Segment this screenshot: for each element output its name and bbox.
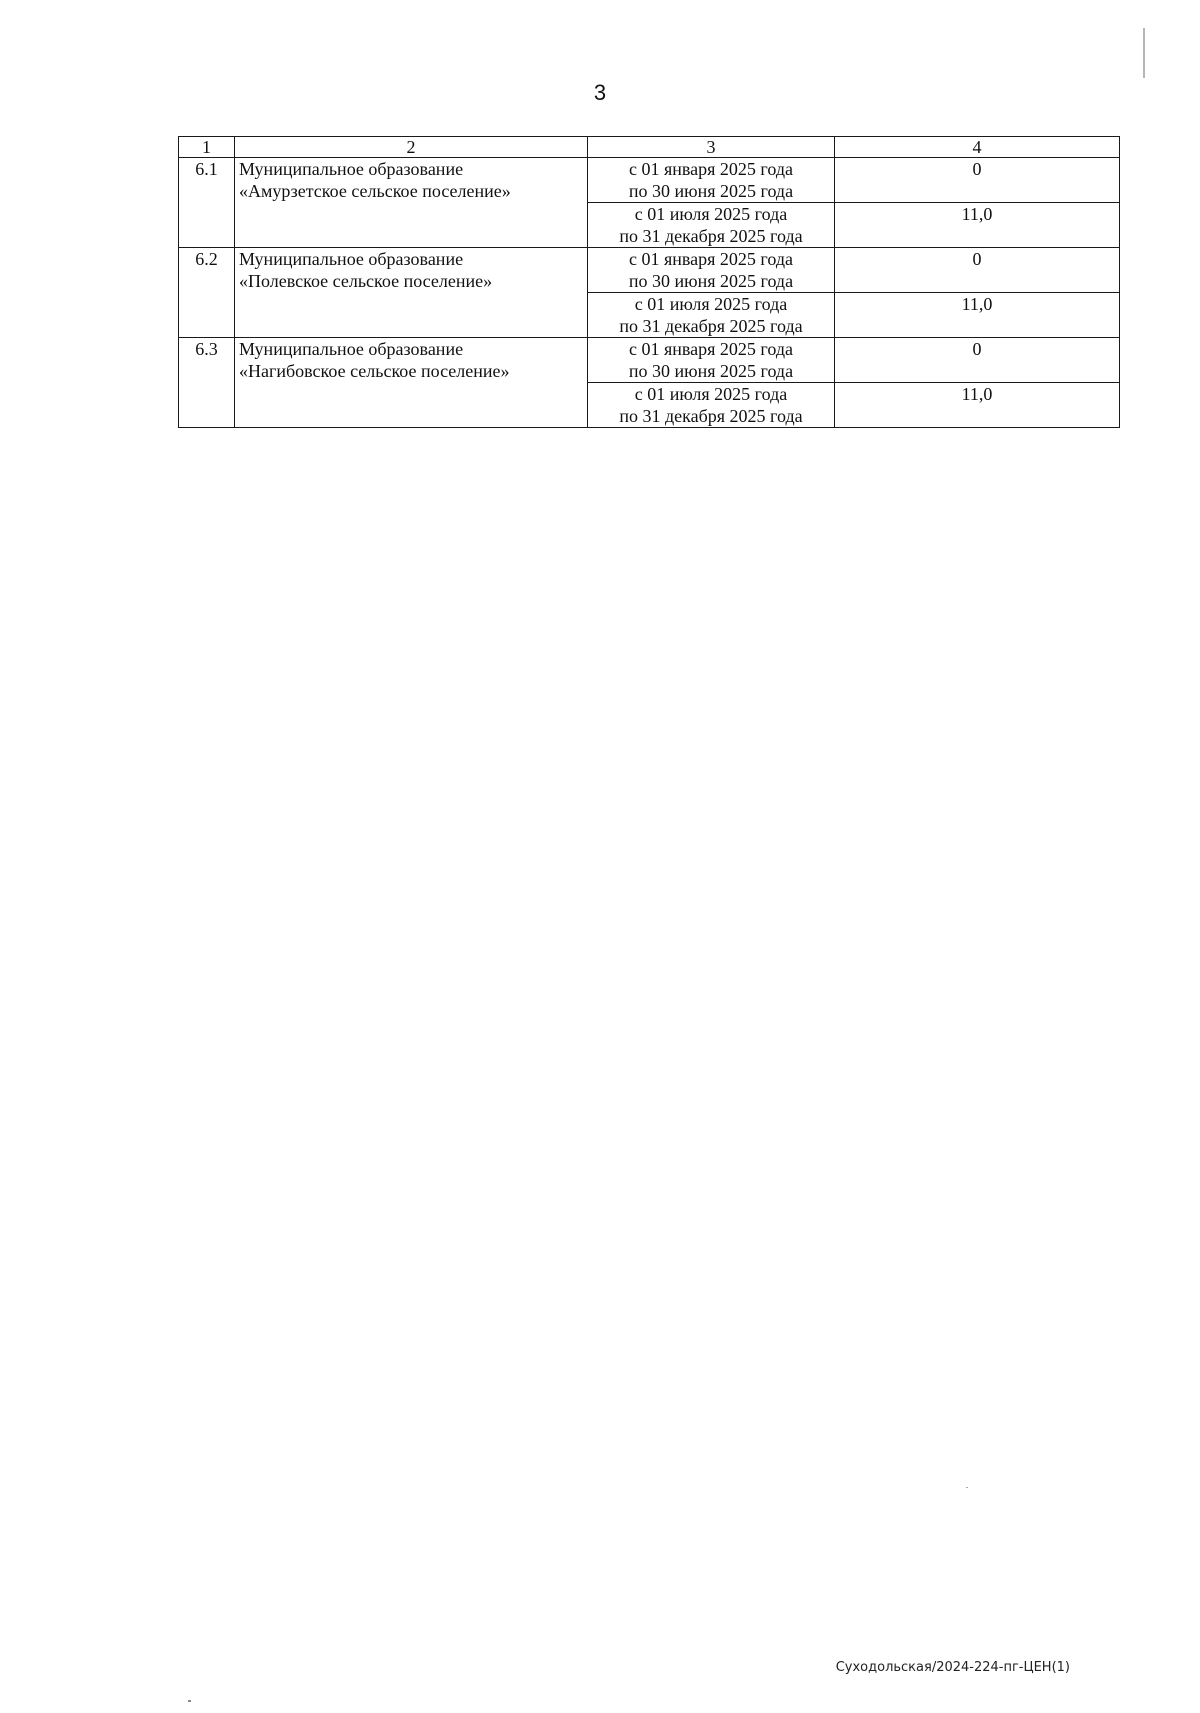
- row-number: 6.2: [179, 248, 235, 338]
- period-cell: [588, 158, 835, 203]
- header-col-3: 3: [588, 137, 835, 158]
- value-cell: 11,0: [835, 383, 1120, 428]
- period-cell: [588, 383, 835, 428]
- municipality-name: [235, 338, 588, 428]
- municipality-name: [235, 158, 588, 248]
- period-from: с 01 июля 2025 года: [634, 384, 788, 404]
- period-cell: [588, 293, 835, 338]
- period-to: по 30 июня 2025 года: [628, 361, 794, 381]
- row-number: 6.1: [179, 158, 235, 248]
- period-from: с 01 января 2025 года: [629, 339, 793, 359]
- document-footer-code: Суходольская/2024-224-пг-ЦЕН(1): [835, 1660, 1070, 1675]
- table-row: [179, 158, 1120, 203]
- municipality-name: [235, 248, 588, 338]
- scan-edge-mark: [1143, 28, 1145, 78]
- period-from: с 01 июля 2025 года: [634, 204, 788, 224]
- value-cell: 0: [835, 158, 1120, 203]
- period-to: по 31 декабря 2025 года: [619, 316, 803, 336]
- period-cell: [588, 203, 835, 248]
- name-line-1: Муниципальное образование: [239, 159, 464, 179]
- page-number: 3: [593, 80, 607, 105]
- header-col-2: 2: [235, 137, 588, 158]
- rates-table: [178, 136, 1120, 428]
- period-from: с 01 января 2025 года: [629, 159, 793, 179]
- value-cell: 11,0: [835, 293, 1120, 338]
- period-from: с 01 января 2025 года: [629, 249, 793, 269]
- header-col-4: 4: [835, 137, 1120, 158]
- name-line-2: «Нагибовское сельское поселение»: [239, 361, 510, 381]
- period-to: по 30 июня 2025 года: [628, 271, 794, 291]
- value-cell: 0: [835, 248, 1120, 293]
- period-cell: [588, 248, 835, 293]
- name-line-2: «Полевское сельское поселение»: [239, 271, 493, 291]
- name-line-1: Муниципальное образование: [239, 249, 464, 269]
- name-line-2: «Амурзетское сельское поселение»: [239, 181, 511, 201]
- scan-speck: [966, 1487, 968, 1488]
- value-cell: 11,0: [835, 203, 1120, 248]
- row-number: 6.3: [179, 338, 235, 428]
- table-header-row: [179, 137, 1120, 158]
- value-cell: 0: [835, 338, 1120, 383]
- name-line-1: Муниципальное образование: [239, 339, 464, 359]
- period-from: с 01 июля 2025 года: [634, 294, 788, 314]
- table-row: [179, 338, 1120, 383]
- period-to: по 30 июня 2025 года: [628, 181, 794, 201]
- period-to: по 31 декабря 2025 года: [619, 406, 803, 426]
- period-cell: [588, 338, 835, 383]
- scan-speck: [188, 1700, 191, 1702]
- header-col-1: 1: [179, 137, 235, 158]
- period-to: по 31 декабря 2025 года: [619, 226, 803, 246]
- table-row: [179, 248, 1120, 293]
